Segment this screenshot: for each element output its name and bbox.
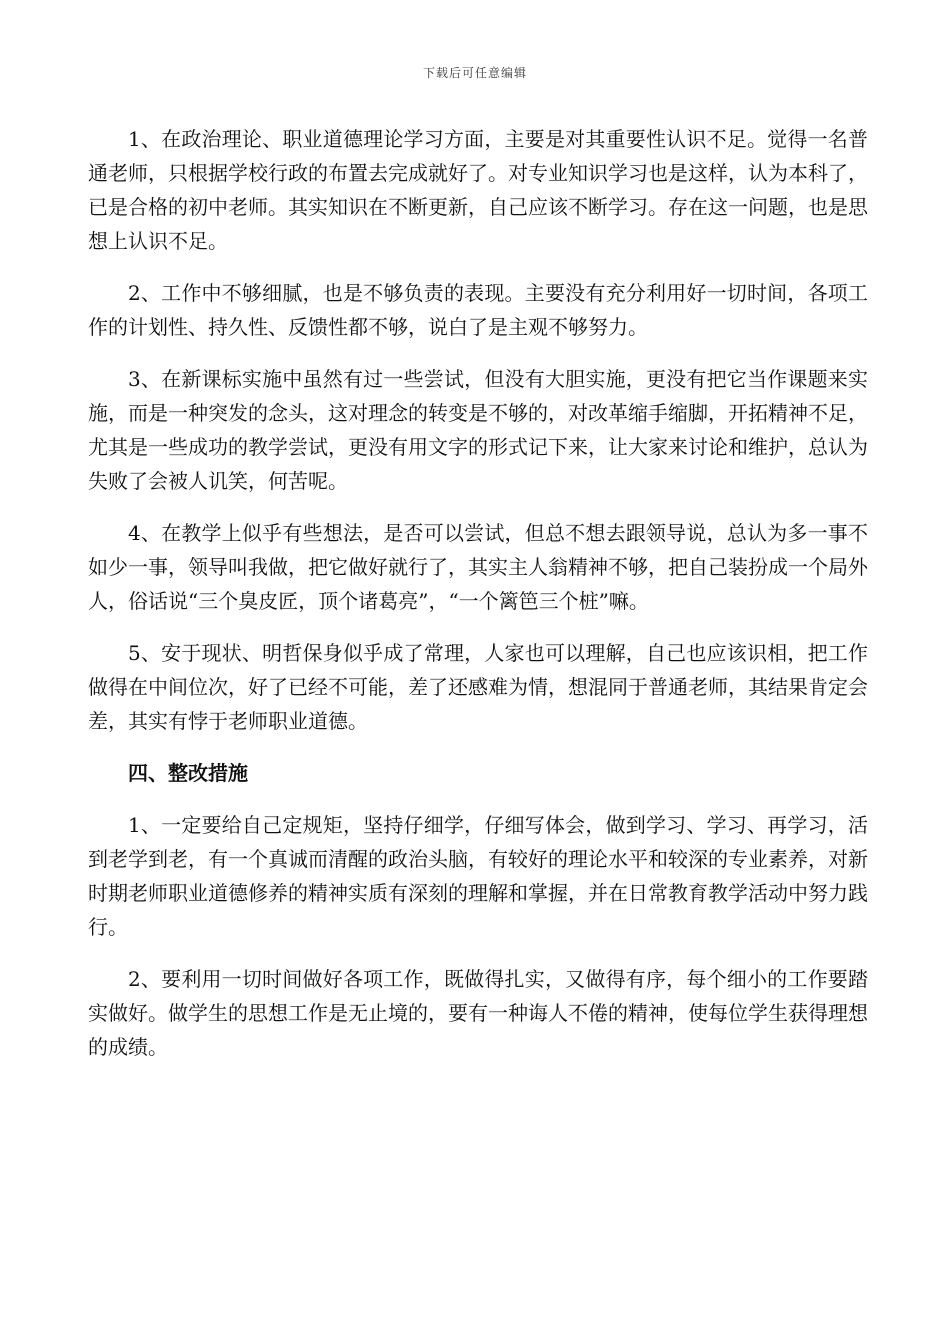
document-body bbox=[88, 122, 868, 1082]
paragraph-1: 1、在政治理论、职业道德理论学习方面，主要是对其重要性认识不足。觉得一名普通老师，只根据学校行政的布置去完成就好了。对专业知识学习也是这样，认为本科了，已是合格的初中老师。其实知识在不断更新，自己应该不断学习。存在这一问题，也是思想上认识不足。 bbox=[88, 127, 868, 253]
paragraph-2: 2、工作中不够细腻，也是不够负责的表现。主要没有充分利用好一切时间，各项工作的计划性、持久性、反馈性都不够，说白了是主观不够努力。 bbox=[88, 281, 868, 339]
measure-2: 2、要利用一切时间做好各项工作，既做得扎实，又做得有序，每个细小的工作要踏实做好。做学生的思想工作是无止境的，要有一种诲人不倦的精神，使每位学生获得理想的成绩。 bbox=[88, 967, 868, 1059]
paragraph-3: 3、在新课标实施中虽然有过一些尝试，但没有大胆实施，更没有把它当作课题来实施，而是一种突发的念头，这对理念的转变是不够的，对改革缩手缩脚，开拓精神不足，尤其是一些成功的教学尝试，更没有用文字的形式记下来，让大家来讨论和维护，总认为失败了会被人讥笑，何苦呢。 bbox=[88, 367, 868, 493]
paragraph-4: 4、在教学上似乎有些想法，是否可以尝试，但总不想去跟领导说，总认为多一事不如少一事，领导叫我做，把它做好就行了，其实主人翁精神不够，把自己装扮成一个局外人，俗话说“三个臭皮匠，顶个诸葛亮”，“一个篱笆三个桩”嘛。 bbox=[88, 521, 868, 613]
measure-1: 1、一定要给自己定规矩，坚持仔细学，仔细写体会，做到学习、学习、再学习，活到老学到老，有一个真诚而清醒的政治头脑，有较好的理论水平和较深的专业素养，对新时期老师职业道德修养的精神实质有深刻的理解和掌握，并在日常教育教学活动中努力践行。 bbox=[88, 813, 868, 939]
paragraph-5: 5、安于现状、明哲保身似乎成了常理，人家也可以理解，自己也应该识相，把工作做得在中间位次，好了已经不可能，差了还感难为情，想混同于普通老师，其结果肯定会差，其实有悖于老师职业道德。 bbox=[88, 641, 868, 733]
page-header: 下载后可任意编辑 bbox=[422, 66, 527, 80]
section-heading: 四、整改措施 bbox=[128, 761, 248, 785]
